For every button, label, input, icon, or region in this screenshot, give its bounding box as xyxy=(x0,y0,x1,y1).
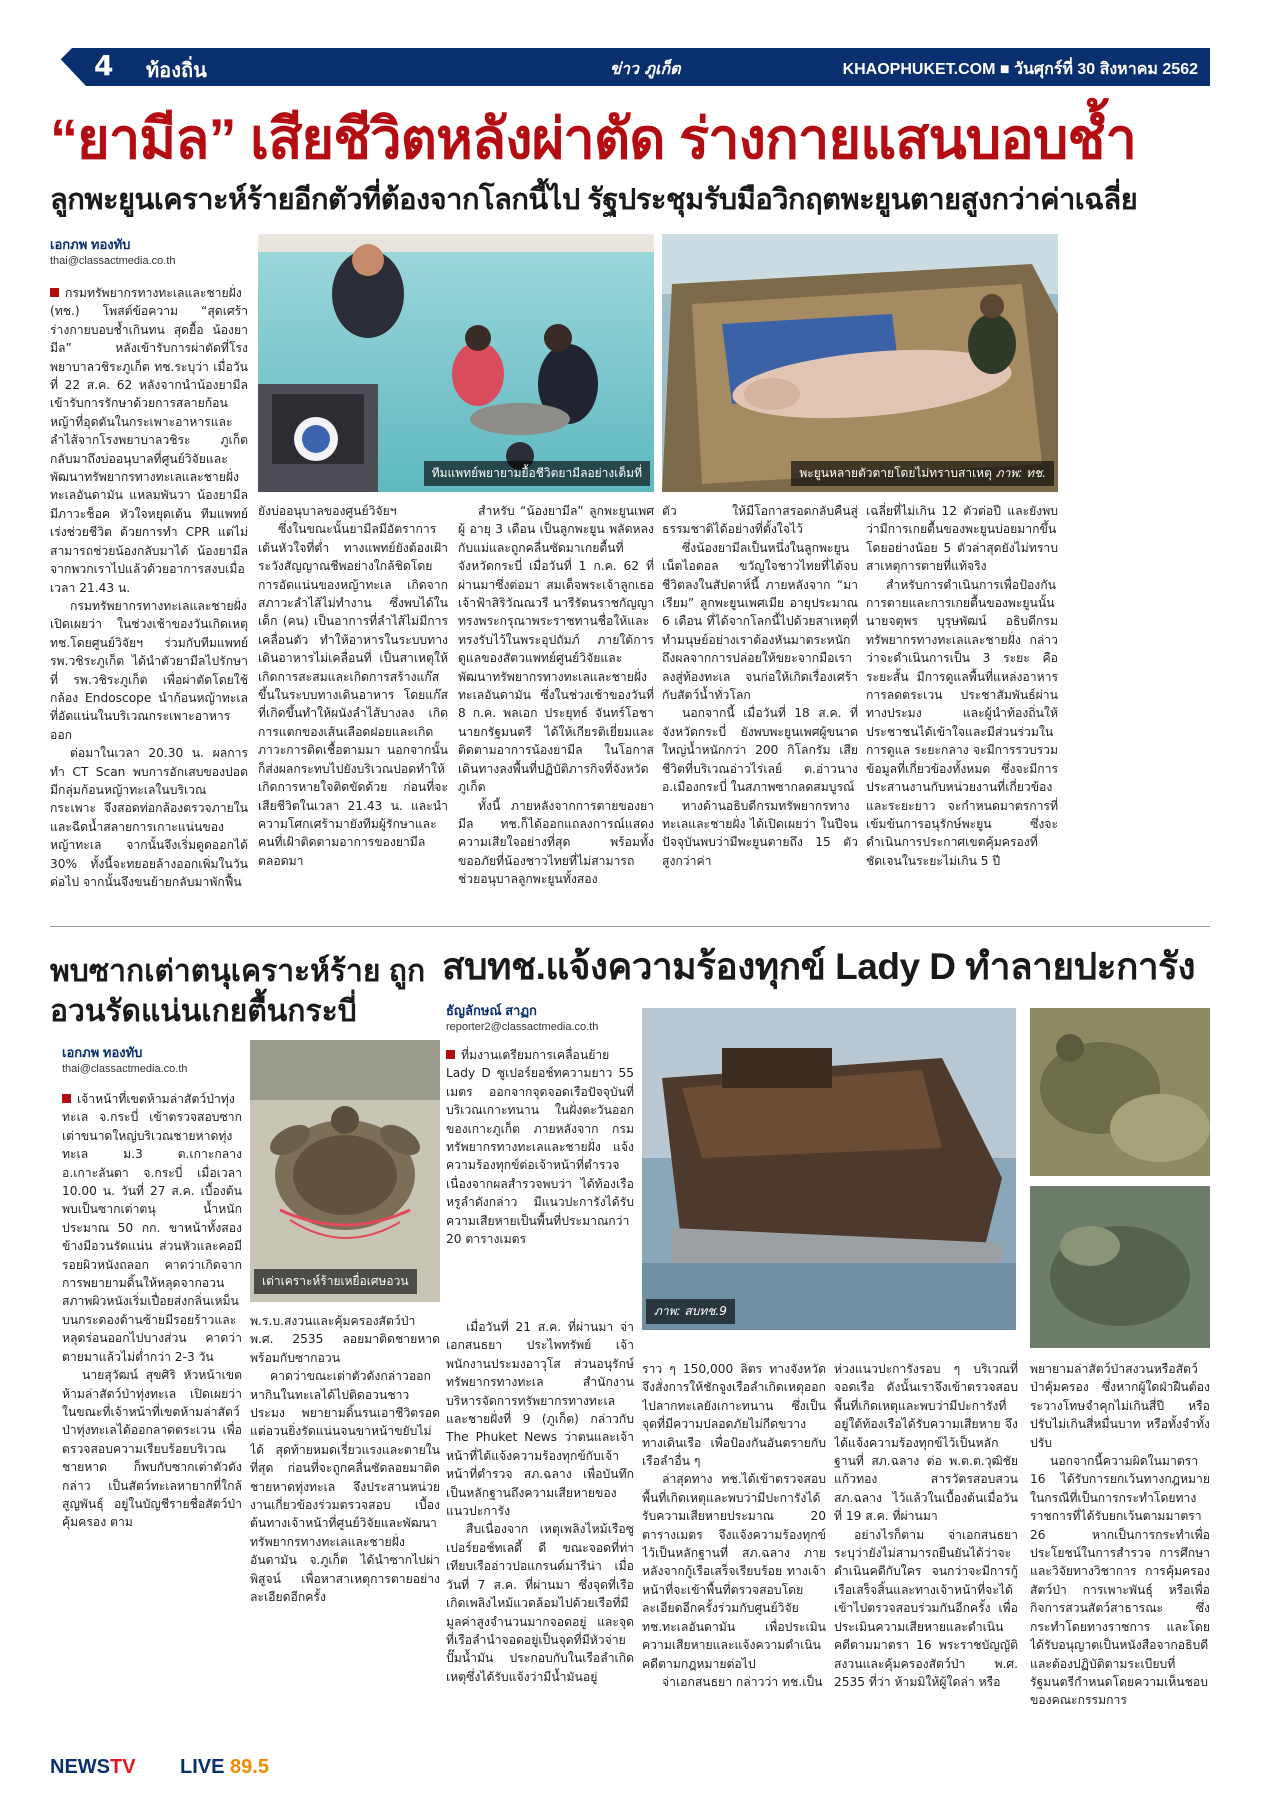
photo2-credit: ภาพ: ทช. xyxy=(995,466,1046,480)
live-radio-logo xyxy=(180,1756,269,1779)
story1-col5-p1: เฉลี่ยที่ไม่เกิน 12 ตัวต่อปี และยังพบว่ามีการเกยตื้นของพะยูนบ่อยมากขึ้น โดยอย่างน้อย 5 ตัวล่าสุดยังไม่ทราบสาเหตุการตายที่แท้จริง xyxy=(866,504,1058,574)
story3-col2-p1: ราว ๆ 150,000 ลิตร ทางจังหวัดจึงสั่งการให้ชักจูงเรือลำเกิดเหตุออกไปลากทะเลยังเกาะทนาน ซึ่งเป็นจุดที่มีความปลอดภัยไม่กีดขวางทางเดินเรือ เพื่อป้องกันอันตรายกับเรือลำอื่น ๆ xyxy=(642,1362,826,1469)
story1-col1-p3: ต่อมาในเวลา 20.30 น. ผลการทำ CT Scan พบการอักเสบของปอด มีกลุ่มก้อนหญ้าทะเลในบริเวณกระเพาะ จึงสอดท่อกล้องตรวจภายในและฉีดน้ำสลายการเกาะแน่นของหญ้าทะเล จากนั้นจึงเริ่มดูดออกได้ 30% ทั้งนี้จะทยอยล้างออกเพิ่มในวันต่อไป จากนั้นจึงขนย้ายกลับมาพักฟื้น xyxy=(50,746,248,889)
byline-story3 xyxy=(446,1000,646,1033)
story3-column-2 xyxy=(642,1360,826,1736)
photo1-caption: ทีมแพทย์พยายามยื้อชีวิตยามีลอย่างเต็มที่ xyxy=(424,461,650,486)
story3-headline: สบทช.แจ้งความร้องทุกข์ Lady D ทำลายปะการัง xyxy=(442,946,1196,987)
story1-col4-p3: นอกจากนี้ เมื่อวันที่ 18 ส.ค. ที่จังหวัดกระบี่ ยังพบพะยูนเพศผู้ขนาดใหญ่น้ำหนักกว่า 200 กิโลกรัม เสียชีวิตที่บริเวณอ่าวไร่เลย์ ต.อ่าวนาง อ.เมืองกระบี่ ในสภาพซากลดสมบูรณ์ xyxy=(662,706,858,795)
story1-col3-p2: ทั้งนี้ ภายหลังจากการตายของยามีล ทช.ก็ได้ออกแถลงการณ์แสดงความเสียใจอย่างที่สุด พร้อมทั้งขออภัยที่น้องชาวไทยที่ไม่สามารถช่วยอนุบาลลูกพะยูนทั้งสอง xyxy=(458,798,654,887)
story2-col2-p1: พ.ร.บ.สงวนและคุ้มครองสัตว์ป่า พ.ศ. 2535 ลอยมาติดชายหาด พร้อมกับซากอวน xyxy=(250,1314,440,1365)
author-email: reporter2@classactmedia.co.th xyxy=(446,1021,599,1033)
radio-frequency: 89.5 xyxy=(230,1756,269,1778)
bullet-icon xyxy=(62,1094,71,1103)
byline-story1 xyxy=(50,234,250,267)
story1-col4-p2: ซึ่งน้องยามีลเป็นหนึ่งในลูกพะยูนเน็ตไอดอล ขวัญใจชาวไทยที่ได้จบชีวิตลงในสัปดาห์นี้ ภายหลังจาก “มาเรียม” ลูกพะยูนเพศเมีย อายุประมาณ 6 เดือน ที่ได้จากโลกนี้ไปด้วยสาเหตุที่ทำมนุษย์อย่างเราต้องหันมาตระหนัก ถึงผลจากการปล่อยให้ขยะจากมือเราลงสู่ท้องทะเล จนก่อให้เกิดเรื่องเศร้ากับสัตว์น้ำทั่วโลก xyxy=(662,540,858,703)
yacht-credit-text: ภาพ: สบทช.9 xyxy=(654,1304,727,1318)
photo-burned-yacht xyxy=(642,1008,1016,1330)
author-name: เอกภพ ทองทับ xyxy=(50,237,131,252)
story2-headline: พบซากเต่าตนุเคราะห์ร้าย ถูกอวนรัดแน่นเกยตื้นกระบี่ xyxy=(50,955,426,1028)
yacht-credit xyxy=(646,1299,735,1324)
masthead-bar xyxy=(50,48,1210,86)
footer-logos xyxy=(50,1752,1210,1788)
story2-col1-p1 xyxy=(62,1090,242,1366)
brand-logo: ข่าว ภูเก็ต xyxy=(610,59,681,78)
story3-col4-p1: พยายามล่าสัตว์ป่าสงวนหรือสัตว์ป่าคุ้มครอง ซึ่งหากผู้ใดฝ่าฝืนต้องระวางโทษจำคุกไม่เกินสี่ปี หรือปรับไม่เกินสี่หมื่นบาท หรือทั้งจำทั้งปรับ xyxy=(1030,1362,1210,1450)
story3-col1-p2: สืบเนื่องจาก เหตุเพลิงไหม้เรือซูเปอร์ยอช์ทเลดี้ ดี ขณะจอดที่ท่าเทียบเรืออ่าวปอแกรนด์มารีน่า เมื่อวันที่ 7 ส.ค. ที่ผ่านมา ซึ่งจุดที่เรือเกิดเพลิงไหม้แวดล้อมไปด้วยเรือที่มีมูลค่าสูงจำนวนมากจอดอยู่ และจุดที่เรือลำนำจอดอยู่เป็นจุดที่มีหัวจ่ายปั๊มน้ำมัน ประกอบกับในเรือลำเกิดเหตุซึ่งได้รับแจ้งว่ามีน้ำมันอยู่ xyxy=(446,1522,634,1684)
site-date: KHAOPHUKET.COM ■ วันศุกร์ที่ 30 สิงหาคม 2562 xyxy=(842,61,1198,78)
story1-col4-p4: ทางด้านอธิบดีกรมทรัพยากรทางทะเลและชายฝั่ง ได้เปิดเผยว่า ในปีจนปัจจุบันพบว่ามีพะยูนตายถึง 15 ตัว สูงกว่าค่า xyxy=(662,798,858,868)
bullet-icon xyxy=(446,1050,455,1059)
photo-coral-1 xyxy=(1030,1008,1210,1176)
story1-column-3 xyxy=(458,502,654,914)
story2-col1-p2: นายสุวัฒน์ สุขศิริ หัวหน้าเขตห้ามล่าสัตว์ป่าทุ่งทะเล เปิดเผยว่า ในขณะที่เจ้าหน้าที่เขตห้ามล่าสัตว์ป่าทุ่งทะเลได้ออกลาดตระเวน เพื่อตรวจสอบความเรียบร้อยบริเวณชายหาด ก็พบกับซากเต่าตัวดังกล่าว เป็นสัตว์ทะเลหายากที่ใกล้สูญพันธุ์ อยู่ในบัญชีรายชื่อสัตว์ป่าคุ้มครอง ตาม xyxy=(62,1368,242,1530)
story1-column-5 xyxy=(866,502,1058,914)
story3-col2-p2: ล่าสุดทาง ทช.ได้เข้าตรวจสอบพื้นที่เกิดเหตุและพบว่ามีปะการังได้รับความเสียหายประมาณ 20 ตารางเมตร จึงแจ้งความร้องทุกข์ไว้เป็นหลักฐานที่ สภ.ฉลาง ภายหลังจากกู้เรือเสร็จเรียบร้อย ทางเจ้าหน้าที่จะเข้าพื้นที่ตรวจสอบโดยละเอียดอีกครั้งร่วมกับศูนย์วิจัย ทช.ทะเลอันดามัน เพื่อประเมินความเสียหายและแจ้งความดำเนินคดีตามกฎหมายต่อไป xyxy=(642,1472,826,1671)
main-subhead: ลูกพะยูนเคราะห์ร้ายอีกตัวที่ต้องจากโลกนี้ไป รัฐประชุมรับมือวิกฤตพะยูนตายสูงกว่าค่าเฉลี่ย xyxy=(50,184,1138,216)
story3-col2-p3: จ่าเอกสนธยา กล่าวว่า ทช.เป็น xyxy=(662,1674,823,1689)
story1-column-1 xyxy=(50,284,248,914)
tv-label: TV xyxy=(110,1756,136,1778)
story3-col1-p1: เมื่อวันที่ 21 ส.ค. ที่ผ่านมา จ่าเอกสนธยา ประไพทรัพย์ เจ้าพนักงานประมงอาวุโส ส่วนอนุรักษ์ทรัพยากรทางทะเล สำนักงานบริหารจัดการทรัพยากรทางทะเลและชายฝั่งที่ 9 (ภูเก็ต) กล่าวกับ The Phuket News ว่าตนและเจ้าหน้าที่ได้แจ้งความร้องทุกข์กับเจ้าหน้าที่ตำรวจ สภ.ฉลาง เพื่อบันทึกเป็นหลักฐานถึงความเสียหายของแนวปะการัง xyxy=(446,1320,634,1519)
main-headline: “ยามีล” เสียชีวิตหลังผ่าตัด ร่างกายแสนบอบช้ำ xyxy=(50,107,1136,170)
author-name: ธัญลักษณ์ สาฏก xyxy=(446,1003,537,1018)
story3-col4-p2: นอกจากนี้ความผิดในมาตรา 16 ได้รับการยกเว้นทางกฎหมายในกรณีที่เป็นการกระทำโดยทางราชการที่ได้รับยกเว้นตามมาตรา 26 หากเป็นการกระทำเพื่อประโยชน์ในการสำรวจ การศึกษาและวิจัยทางวิชาการ การคุ้มครองสัตว์ป่า การเพาะพันธุ์ หรือเพื่อกิจการสวนสัตว์สาธารณะ ซึ่งกระทำโดยทางราชการ และโดยได้รับอนุญาตเป็นหนังสือจากอธิบดี และต้องปฏิบัติตามระเบียบที่รัฐมนตรีกำหนดโดยความเห็นชอบของคณะกรรมการ xyxy=(1030,1454,1210,1708)
news-tv-logo xyxy=(50,1756,136,1779)
photo-turtle xyxy=(250,1040,440,1302)
story1-col2-p1: ยังบ่ออนุบาลของศูนย์วิจัยฯ xyxy=(258,504,397,518)
story3-column-4 xyxy=(1030,1360,1210,1736)
story2-column-1 xyxy=(62,1090,242,1736)
story3-column-1 xyxy=(446,1318,634,1736)
story1-column-4 xyxy=(662,502,858,914)
story2-column-2 xyxy=(250,1312,440,1736)
turtle-caption: เต่าเคราะห์ร้ายเหยื่อเศษอวน xyxy=(254,1269,417,1294)
photo2-caption-text: พะยูนหลายตัวตายโดยไม่ทราบสาเหตุ xyxy=(799,466,992,480)
author-email: thai@classactmedia.co.th xyxy=(62,1063,188,1075)
story3-intro xyxy=(446,1046,634,1314)
live-label: LIVE xyxy=(180,1756,225,1778)
story1-col3-p1: สำหรับ “น้องยามีล” ลูกพะยูนเพศผู้ อายุ 3 เดือน เป็นลูกพะยูน พลัดหลงกับแม่และถูกคลื่นซัดมาเกยตื้นที่จังหวัดกระบี่ เมื่อวันที่ 1 ก.ค. 62 ที่ผ่านมาซึ่งต่อมา สมเด็จพระเจ้าลูกเธอ เจ้าฟ้าสิริวัณณวรี นารีรัตนราชกัญญา ทรงพระกรุณาพระราชทานชื่อให้และทรงรับไว้ในพระอุปถัมภ์ ภายใต้การดูแลของสัตวแพทย์ศูนย์วิจัยและพัฒนาทรัพยากรทางทะเลและชายฝั่งทะเลอันดามัน ซึ่งในช่วงเช้าของวันที่ 8 ก.ค. พลเอก ประยุทธ์ จันทร์โอชา นายกรัฐมนตรี ได้ให้เกียรติเยี่ยมและติดตามอาการน้องยามีล ในโอกาสเดินทางลงพื้นที่ปฏิบัติภารกิจที่จังหวัดภูเก็ต xyxy=(458,504,654,795)
story1-col1-p1 xyxy=(50,284,248,597)
news-label: NEWS xyxy=(50,1756,110,1778)
story3-col3-p2: อย่างไรก็ตาม จ่าเอกสนธยาระบุว่ายังไม่สามารถยืนยันได้ว่าจะดำเนินคดีกับใคร จนกว่าจะมีการกู้เรือเสร็จสิ้นและทางเจ้าหน้าที่จะได้เข้าไปตรวจสอบร่วมกันอีกครั้ง เพื่อประเมินความเสียหายและดำเนินคดีตามมาตรา 16 พระราชบัญญัติสงวนและคุ้มครองสัตว์ป่า พ.ศ. 2535 ที่ว่า ห้ามมิให้ผู้ใดล่า หรือ xyxy=(834,1527,1018,1689)
story1-col1-p2: กรมทรัพยากรทางทะเลและชายฝั่ง เปิดเผยว่า ในช่วงเช้าของวันเกิดเหตุ ทช.โดยศูนย์วิจัยฯ ร่วมกับทีมแพทย์ รพ.วชิระภูเก็ต ได้นำตัวยามีลไปรักษาที่ รพ.วชิระภูเก็ต เพื่อผ่าตัดโดยใช้กล้อง Endoscope นำก้อนหญ้าทะเลที่อัดแน่นในบริเวณกระเพาะอาหารออก xyxy=(50,598,248,742)
byline-story2 xyxy=(62,1042,242,1075)
story1-column-2 xyxy=(258,502,448,914)
story3-column-3 xyxy=(834,1360,1018,1736)
story1-col1-p1-text: กรมทรัพยากรทางทะเลและชายฝั่ง (ทช.) โพสต์ข้อความ “สุดเศร้า ร่างกายบอบช้ำเกินทน สุดยื้อ น้องยามีล” หลังเข้ารับการผ่าตัดที่โรงพยาบาลวชิระภูเก็ต ทช.ระบุว่า เมื่อวันที่ 22 ส.ค. 62 หลังจากนำน้องยามีล เข้ารับการรักษาด้วยการสลายก้อนหญ้าที่อุดตันในกระเพาะอาหารและลำไส้จากโรงพยาบาลวชิระ ภูเก็ต กลับมาถึงบ่ออนุบาลที่ศูนย์วิจัยและพัฒนาทรัพยากรทางทะเลและชายฝั่งทะเลอันดามัน แหลมพันวา น้องยามีล มีภาวะช็อค หัวใจหยุดเต้น ทีมแพทย์เร่งช่วยชีวิต ด้วยการทำ CPR แต่ไม่สามารถช่วยน้องกลับมาได้ น้องยามีลจากพวกเราไปแล้วด้วยอาการสงบเมื่อเวลา 21.43 น. xyxy=(50,286,248,595)
section-divider xyxy=(50,926,1210,927)
story1-col2-p2: ซึ่งในขณะนั้นยามีลมีอัตราการเต้นหัวใจที่ต่ำ ทางแพทย์ยังต้องเฝ้าระวังสัญญาณชีพอย่างใกล้ชิดโดยการอัดแน่นของหญ้าทะเล เกิดจากสภาวะลำไส้ไม่ทำงาน ซึ่งพบได้ในเด็ก (คน) เป็นอาการที่ลำไส้ไม่มีการเคลื่อนตัว ทำให้อาหารในระบบทางเดินอาหารไม่เคลื่อนที่ เป็นสาเหตุให้เกิดการสะสมและเกิดการสร้างแก๊สขึ้นในระบบทางเดินอาหาร โดยแก๊สที่เกิดขึ้นทำให้ผนังลำไส้บางลง เกิดการแตกของเส้นเลือดฝอยและเกิดภาวะการติดเชื้อตามมา นอกจากนั้นก็ส่งผลกระทบไปยังบริเวณปอดทำให้เกิดการหายใจติดขัดด้วย ก่อนที่จะเสียชีวิตในเวลา 21.43 น. และนำความโศกเศร้ามายังทีมผู้รักษาและคนที่เฝ้าติดตามอาการของยามีลตลอดมา xyxy=(258,522,448,868)
author-email: thai@classactmedia.co.th xyxy=(50,255,176,267)
story2-col2-p2: คาดว่าขณะเต่าตัวดังกล่าวออกหากินในทะเลได้ไปติดอวนชาวประมง พยายามดิ้นรนเอาชีวิตรอด แต่อวนยิ่งรัดแน่นจนขาหน้าขยับไม่ได้ สุดท้ายหมดเรี่ยวแรงและตายในที่สุด ก่อนที่จะถูกคลื่นซัดลอยมาติดชายหาดทุ่งทะเล จึงประสานหน่วยงานเกี่ยวข้องร่วมตรวจสอบ เบื้องต้นทางเจ้าหน้าที่ศูนย์วิจัยและพัฒนาทรัพยากรทางทะเลและชายฝั่งอันดามัน จ.ภูเก็ต ได้นำซากไปผ่าพิสูจน์ เพื่อหาสาเหตุการตายอย่างละเอียดอีกครั้ง xyxy=(250,1369,440,1605)
author-name: เอกภพ ทองทับ xyxy=(62,1045,143,1060)
photo-coral-2 xyxy=(1030,1186,1210,1348)
photo-dugong-boat xyxy=(662,234,1058,492)
photo2-caption xyxy=(791,461,1054,486)
story3-intro-p1 xyxy=(446,1046,634,1248)
story1-col5-p2: สำหรับการดำเนินการเพื่อป้องกันการตายและการเกยตื้นของพะยูนนั้น นายจตุพร บุรุษพัฒน์ อธิบดีกรมทรัพยากรทางทะเลและชายฝั่ง กล่าวว่าจะดำเนินการเป็น 3 ระยะ คือระยะสั้น มีการดูแลพื้นที่แหล่งอาหาร การลดตระเวน ประชาสัมพันธ์ผ่านทางประมง และผู้นำท้องถิ่นให้ประชาชนได้เข้าใจและมีส่วนร่วมในการดูแล ระยะกลาง จะมีการรวบรวมข้อมูลที่เกี่ยวข้องทั้งหมด ซึ่งจะมีการประสานงานกับหน่วยงานที่เกี่ยวข้อง และระยะยาว จะกำหนดมาตรการที่เข้มข้นการอนุรักษ์พะยูน ซึ่งจะดำเนินการประกาศเขตคุ้มครองที่ชัดเจนในระยะไม่เกิน 5 ปี xyxy=(866,577,1058,868)
section-title: ท้องถิ่น xyxy=(146,60,207,82)
story1-col4-p1: ตัว ให้มีโอกาสรอดกลับคืนสู่ธรรมชาติได้อย่างที่ตั้งใจไว้ xyxy=(662,504,858,537)
page-number: 4 xyxy=(94,49,114,82)
story3-intro-text: ที่มงานเตรียมการเคลื่อนย้าย Lady D ซูเปอร์ยอช์ทความยาว 55 เมตร ออกจากจุดจอดเรือปัจจุบันที่บริเวณเกาะทนาน ในฝั่งตะวันออกของเกาะภูเก็ต ภายหลังจาก กรมทรัพยากรทางทะเลและชายฝั่ง แจ้งความร้องทุกข์ต่อเจ้าหน้าที่ตำรวจ เนื่องจากผลสำรวจพบว่า ได้ท้องเรือหรูลำดังกล่าว มีแนวปะการังได้รับความเสียหายเป็นพื้นที่ประมาณกว่า 20 ตารางเมตร xyxy=(446,1048,634,1247)
bullet-icon xyxy=(50,288,59,297)
corner-logo-icon xyxy=(50,48,86,86)
story2-col1-p1-text: เจ้าหน้าที่เขตห้ามล่าสัตว์ป่าทุ่งทะเล จ.กระบี่ เข้าตรวจสอบซากเต่าขนาดใหญ่บริเวณชายหาดทุ่งทะเล ม.3 ต.เกาะกลาง อ.เกาะลันตา จ.กระบี่ เมื่อเวลา 10.00 น. วันที่ 27 ส.ค. เบื้องต้นพบเป็นซากเต่าตนุ น้ำหนักประมาณ 50 กก. ขาหน้าทั้งสองข้างมีอวนรัดแน่น ส่วนหัวและคอมีรอยผิวหนังถลอก คาดว่าเกิดจากการพยายามดิ้นให้หลุดจากอวน สภาพผิวหนังเริ่มเปื่อยส่งกลิ่นเหม็น บนกระดองด้านซ้ายมีรอยร้าวและหลุดร่อนออกไปบางส่วน คาดว่าตายมาแล้วไม่ต่ำกว่า 2-3 วัน xyxy=(62,1092,242,1364)
photo-medical-team xyxy=(258,234,654,492)
story3-col3-p1: ห่วงแนวปะการังรอบ ๆ บริเวณที่จอดเรือ ดังนั้นเราจึงเข้าตรวจสอบพื้นที่เกิดเหตุและพบว่ามีปะการังที่อยู่ใต้ท้องเรือได้รับความเสียหาย จึงได้แจ้งความร้องทุกข์ไว้เป็นหลักฐานที่ สภ.ฉลาง ต่อ พ.ต.ต.วุฒิชัย แก้วทอง สารวัตรสอบสวน สภ.ฉลาง ไว้แล้วในเบื้องต้นเมื่อวันที่ 19 ส.ค. ที่ผ่านมา xyxy=(834,1362,1018,1524)
